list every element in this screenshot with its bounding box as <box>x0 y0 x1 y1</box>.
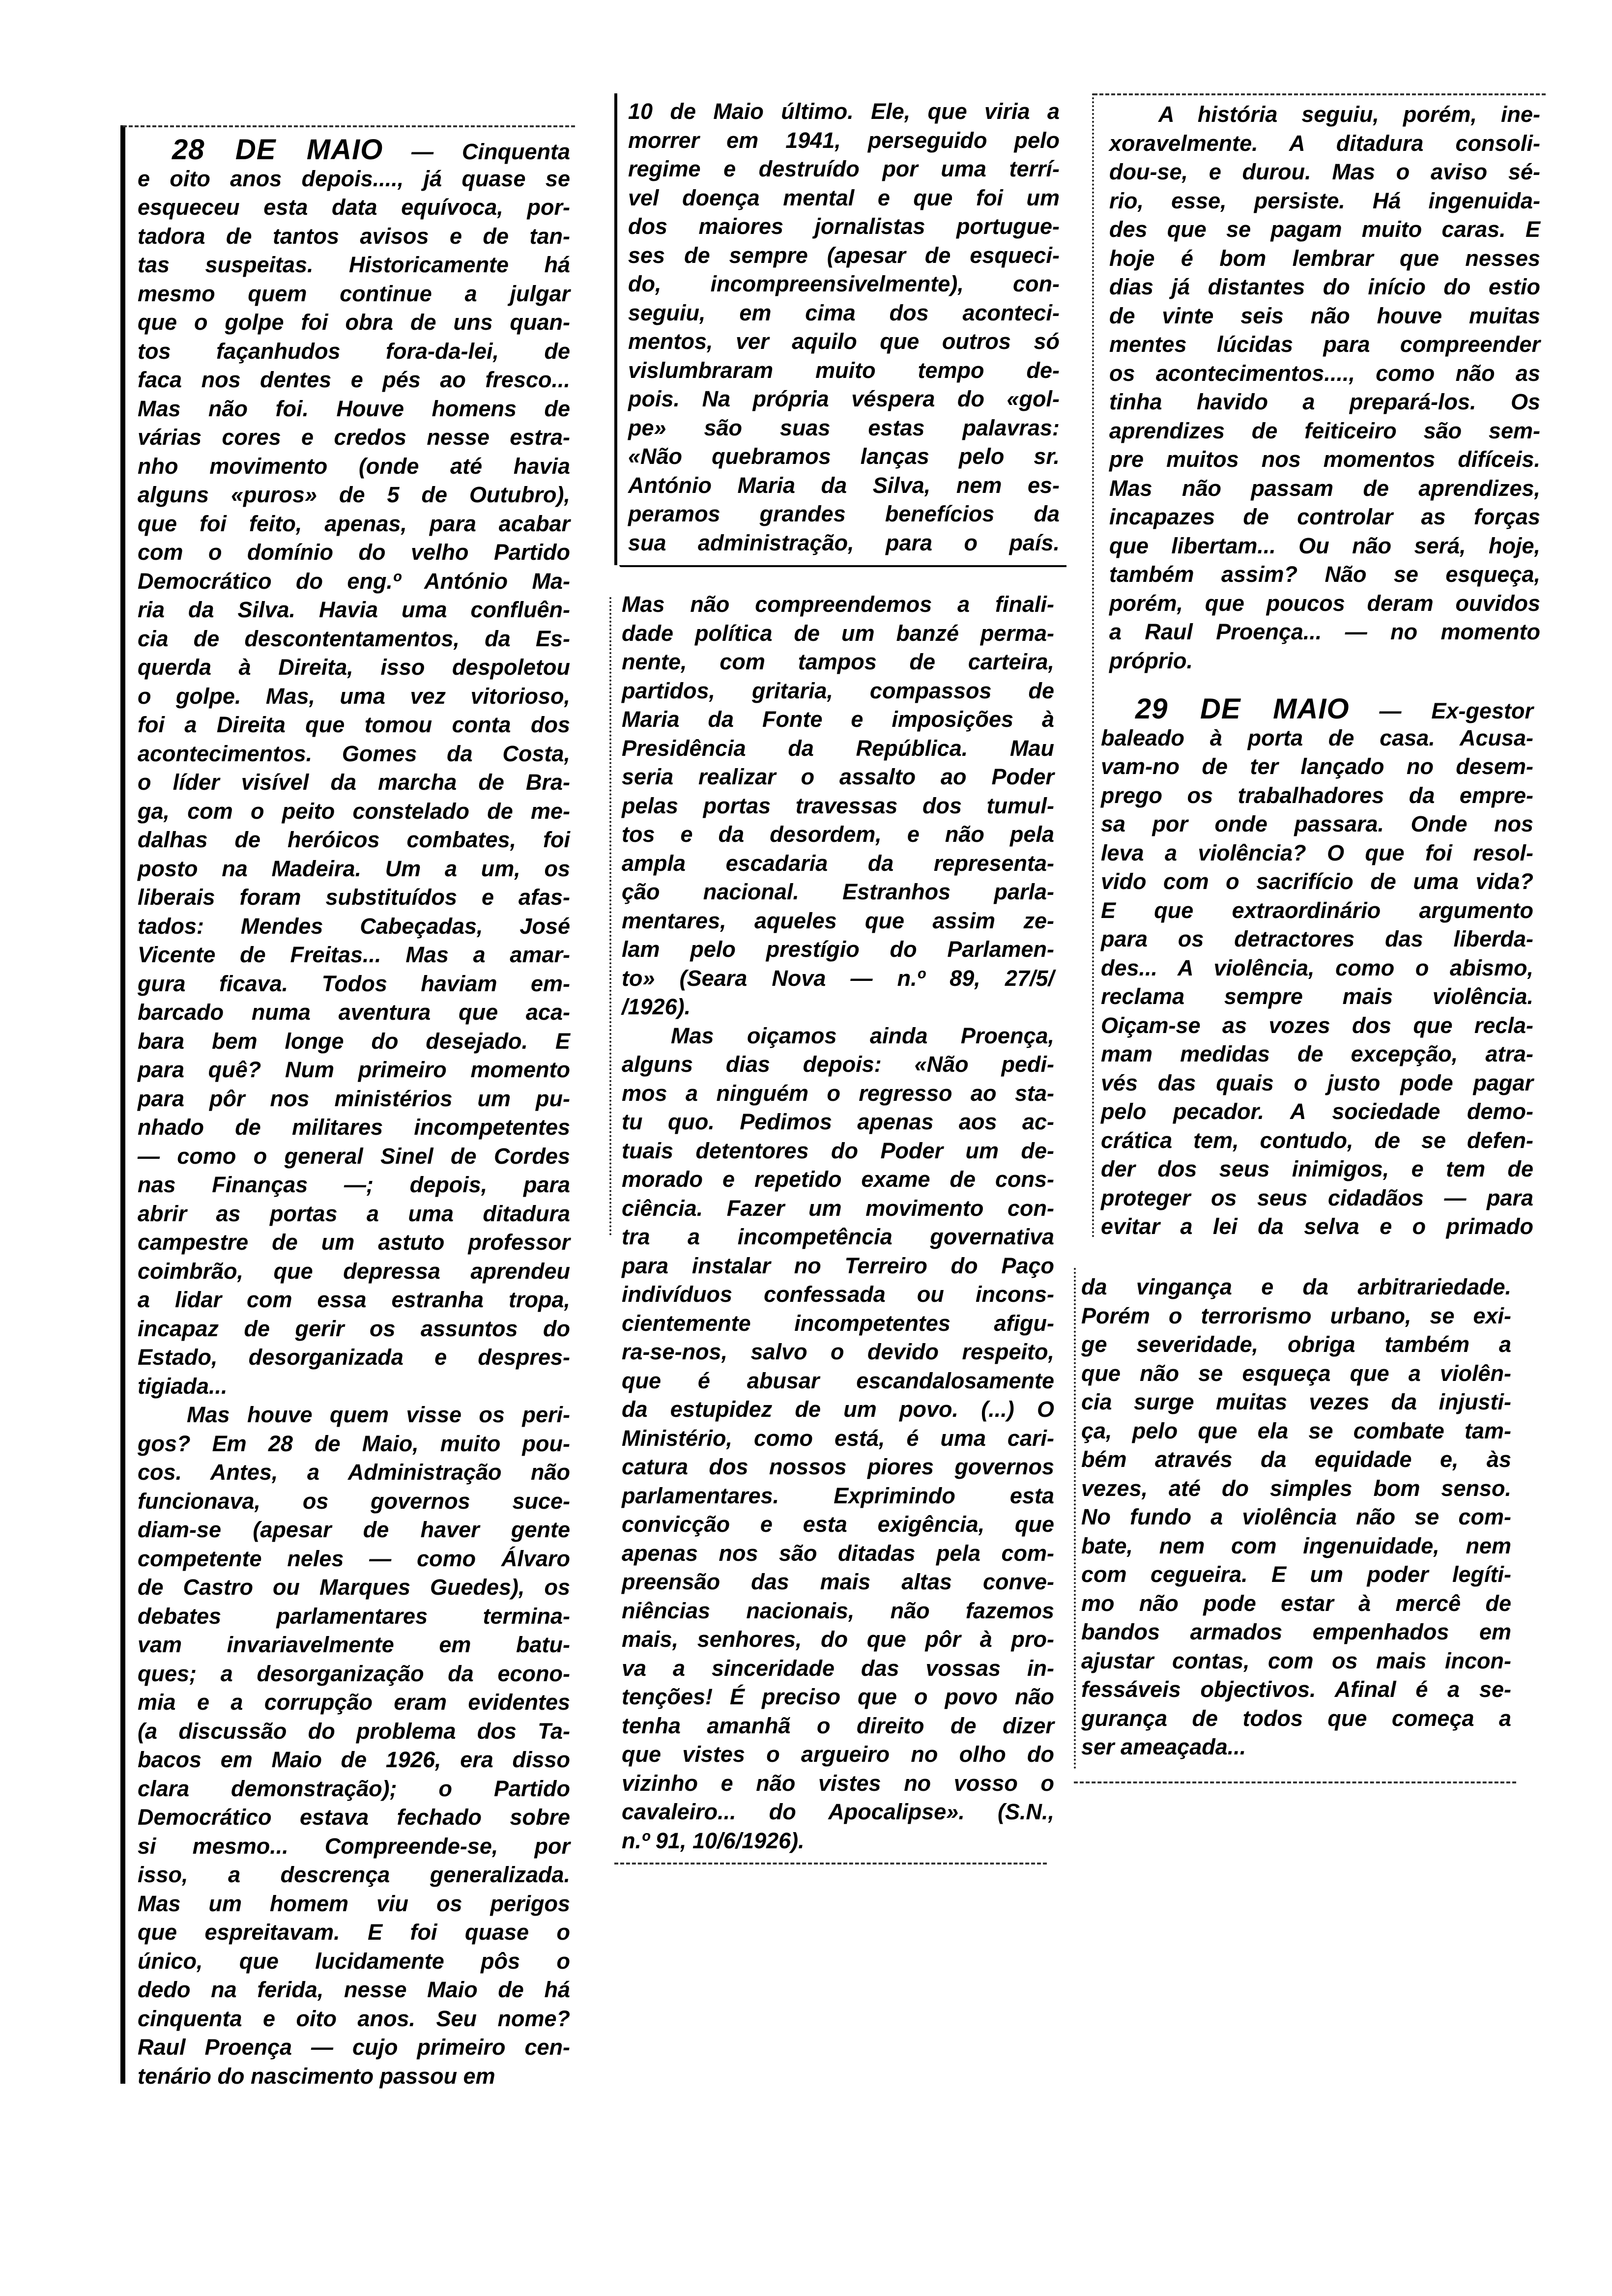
text-line: convicção e esta exigência, que <box>622 1512 1054 1537</box>
text-line: da vingança e da arbitrariedade. <box>1081 1274 1511 1299</box>
clipping-border-col1-left <box>120 125 125 2084</box>
text-line: próprio. <box>1109 648 1193 673</box>
text-line: Mas não passam de aprendizes, <box>1109 475 1540 501</box>
text-line: regime e destruído por uma terrí- <box>628 156 1060 181</box>
column-text <box>1109 100 1540 675</box>
text-line: reclama sempre mais violência. <box>1101 984 1533 1009</box>
text-line: vizinho e não vistes no vosso o <box>622 1770 1054 1796</box>
text-line: tos façanhudos fora-da-lei, de <box>138 338 570 364</box>
text-line: /1926). <box>622 994 691 1019</box>
text-line: pois. Na própria véspera do «gol- <box>628 386 1060 411</box>
text-line: que não se esqueça que a violên- <box>1081 1360 1511 1386</box>
text-line: xoravelmente. A ditadura consoli- <box>1109 130 1540 156</box>
article-heading-29-maio <box>1101 695 1533 724</box>
text-line: ampla escadaria da representa- <box>622 850 1054 876</box>
text-line: campestre de um astuto professor <box>138 1230 570 1255</box>
text-line: tenha amanhã o direito de dizer <box>622 1713 1054 1738</box>
text-line: A história seguiu, porém, ine- <box>1158 102 1540 127</box>
clipping-border-col1-top <box>123 125 575 127</box>
text-line: nho movimento (onde até havia <box>138 453 570 479</box>
text-line: des que se pagam muito caras. E <box>1109 217 1540 242</box>
text-line: cinquenta e oito anos. Seu nome? <box>138 2006 570 2031</box>
text-line: que libertam... Ou não será, hoje, <box>1109 533 1540 558</box>
text-line: para pôr nos ministérios um pu- <box>138 1086 570 1111</box>
text-line: morado e repetido exame de cons- <box>622 1167 1054 1192</box>
text-line: tos e da desordem, e não pela <box>622 822 1054 847</box>
text-line: parlamentares. Exprimindo esta <box>622 1483 1054 1508</box>
text-line: dos maiores jornalistas portugue- <box>628 214 1060 239</box>
text-line: — como o general Sinel de Cordes <box>138 1143 570 1169</box>
text-line: ser ameaçada... <box>1081 1734 1246 1759</box>
text-line: mia e a corrupção eram evidentes <box>138 1690 570 1715</box>
text-line: mam medidas de excepção, atra- <box>1101 1041 1533 1066</box>
text-line: (a discussão do problema dos Ta- <box>138 1718 570 1744</box>
text-line: Democrático estava fechado sobre <box>138 1805 570 1830</box>
text-line: para instalar no Terreiro do Paço <box>622 1253 1054 1278</box>
article-column-1 <box>138 136 570 2091</box>
text-line: to» (Seara Nova — n.º 89, 27/5/ <box>622 965 1054 991</box>
clipping-border-col3-bottom-left <box>1074 1268 1076 1769</box>
text-line: diam-se (apesar de haver gente <box>138 1517 570 1542</box>
text-line: Mas não foi. Houve homens de <box>138 396 570 421</box>
text-line: mentos, ver aquilo que outros só <box>628 329 1060 354</box>
text-line: Mas não compreendemos a finali- <box>622 592 1054 617</box>
text-line: vam invariavelmente em batu- <box>138 1632 570 1657</box>
text-line: incapazes de controlar as forças <box>1109 504 1540 529</box>
clipping-border-col3-top <box>1094 93 1546 95</box>
text-line: vés das quais o justo pode pagar <box>1101 1070 1533 1095</box>
text-line: pe» são suas estas palavras: <box>628 415 1060 440</box>
text-line: des... A violência, como o abismo, <box>1101 955 1533 980</box>
text-line: cavaleiro... do Apocalipse». (S.N., <box>622 1799 1054 1824</box>
heading-rest: — Ex-gestor <box>1379 698 1533 723</box>
text-line: os acontecimentos...., como não as <box>1109 360 1540 386</box>
text-line: gos? Em 28 de Maio, muito pou- <box>138 1431 570 1456</box>
text-line: único, que lucidamente pôs o <box>138 1948 570 1974</box>
text-line: mais, senhores, do que pôr à pro- <box>622 1627 1054 1652</box>
text-line: ge severidade, obriga também a <box>1081 1332 1511 1357</box>
text-line: nas Finanças —; depois, para <box>138 1172 570 1197</box>
text-line: vel doença mental e que foi um <box>628 185 1060 210</box>
article-column-3-mid <box>1101 695 1533 1241</box>
text-line: tados: Mendes Cabeçadas, José <box>138 913 570 939</box>
text-line: Mas oiçamos ainda Proença, <box>671 1023 1054 1048</box>
text-line: bate, nem com ingenuidade, nem <box>1081 1533 1511 1558</box>
text-line: bandos armados empenhados em <box>1081 1619 1511 1644</box>
text-line: António Maria da Silva, nem es- <box>628 472 1060 498</box>
text-line: várias cores e credos nesse estra- <box>138 425 570 450</box>
text-line: porém, que poucos deram ouvidos <box>1109 590 1540 616</box>
text-line: mesmo quem continue a julgar <box>138 281 570 306</box>
text-line: faca nos dentes e pés ao fresco... <box>138 367 570 392</box>
text-line: alguns dias depois: «Não pedi- <box>622 1052 1054 1077</box>
text-line: preensão das mais altas conve- <box>622 1569 1054 1594</box>
column-text <box>628 97 1060 557</box>
text-line: clara demonstração); o Partido <box>138 1776 570 1801</box>
text-line: baleado à porta de casa. Acusa- <box>1101 725 1533 750</box>
column-text <box>622 590 1054 1855</box>
text-line: Estado, desorganizada e despres- <box>138 1345 570 1370</box>
text-line: ção nacional. Estranhos parla- <box>622 879 1054 904</box>
text-line: sua administração, para o país. <box>628 530 1060 555</box>
clipping-border-col2-bottom <box>614 1863 1047 1865</box>
text-line: Mas um homem viu os perigos <box>138 1891 570 1916</box>
text-line: proteger os seus cidadãos — para <box>1101 1185 1533 1210</box>
text-line: esqueceu esta data equívoca, por- <box>138 195 570 220</box>
text-line: vezes, até do simples bom senso. <box>1081 1475 1511 1501</box>
text-line: nente, com tampos de carteira, <box>622 649 1054 674</box>
text-line: Democrático do eng.º António Ma- <box>138 568 570 594</box>
clipping-border-col2-top-left <box>614 93 617 565</box>
text-line: Mas houve quem visse os peri- <box>187 1402 570 1427</box>
text-line: incapaz de gerir os assuntos do <box>138 1316 570 1341</box>
text-line: que o golpe foi obra de uns quan- <box>138 310 570 335</box>
text-line: dade política de um banzé perma- <box>622 620 1054 646</box>
text-line: ses de sempre (apesar de esqueci- <box>628 242 1060 268</box>
article-heading-28-maio <box>138 136 570 165</box>
text-line: da estupidez de um povo. (...) O <box>622 1397 1054 1422</box>
text-line: catura dos nossos piores governos <box>622 1454 1054 1479</box>
text-line: gura ficava. Todos haviam em- <box>138 971 570 996</box>
text-line: Presidência da República. Mau <box>622 735 1054 761</box>
text-line: vido com o sacrifício de uma vida? <box>1101 869 1533 894</box>
text-line: partidos, gritaria, compassos de <box>622 678 1054 703</box>
text-line: dalhas de heróicos combates, foi <box>138 827 570 852</box>
text-line: para quê? Num primeiro momento <box>138 1057 570 1082</box>
text-line: foi a Direita que tomou conta dos <box>138 712 570 737</box>
text-line: funcionava, os governos suce- <box>138 1488 570 1514</box>
heading-date: 29 DE MAIO <box>1135 693 1350 725</box>
article-column-2-top <box>628 97 1060 557</box>
column-text <box>138 165 570 2091</box>
text-line: sa por onde passara. Onde nos <box>1101 811 1533 836</box>
text-line: ça, pelo que ela se combate tam- <box>1081 1418 1511 1443</box>
text-line: si mesmo... Compreende-se, por <box>138 1833 570 1859</box>
text-line: prego os trabalhadores da empre- <box>1101 782 1533 808</box>
text-line: debates parlamentares termina- <box>138 1603 570 1629</box>
text-line: mos a ninguém o regresso ao sta- <box>622 1080 1054 1106</box>
heading-date: 28 DE MAIO <box>172 134 383 166</box>
text-line: alguns «puros» de 5 de Outubro), <box>138 482 570 507</box>
text-line: ques; a desorganização da econo- <box>138 1661 570 1686</box>
text-line: tigiada... <box>138 1373 228 1399</box>
text-line: peramos grandes benefícios da <box>628 501 1060 526</box>
text-line: tuais detentores do Poder um de- <box>622 1138 1054 1163</box>
article-column-2-bottom <box>622 590 1054 1855</box>
text-line: tinha havido a prepará-los. Os <box>1109 389 1540 414</box>
column-text <box>1081 1273 1511 1762</box>
text-line: dedo na ferida, nesse Maio de há <box>138 1977 570 2002</box>
article-column-3-top <box>1109 100 1540 675</box>
text-line: bém através da equidade e, às <box>1081 1447 1511 1472</box>
clipping-border-col2-top-bottom <box>619 565 1066 567</box>
article-column-3-bottom <box>1081 1273 1511 1762</box>
text-line: ga, com o peito constelado de me- <box>138 798 570 824</box>
text-line: isso, a descrença generalizada. <box>138 1862 570 1887</box>
text-line: mo não pode estar à mercê de <box>1081 1590 1511 1616</box>
text-line: Oiçam-se as vozes dos que recla- <box>1101 1012 1533 1038</box>
clipping-border-col3-bottom <box>1074 1781 1516 1783</box>
text-line: também assim? Não se esqueça, <box>1109 562 1540 587</box>
text-line: tadora de tantos avisos e de tan- <box>138 223 570 249</box>
text-line: pelo pecador. A sociedade demo- <box>1101 1099 1533 1124</box>
text-line: n.º 91, 10/6/1926). <box>622 1828 805 1853</box>
text-line: niências nacionais, não fazemos <box>622 1598 1054 1623</box>
text-line: o golpe. Mas, uma vez vitorioso, <box>138 683 570 709</box>
text-line: com o domínio do velho Partido <box>138 540 570 565</box>
text-line: evitar a lei da selva e o primado <box>1101 1214 1533 1239</box>
text-line: No fundo a violência não se com- <box>1081 1504 1511 1529</box>
text-line: Maria da Fonte e imposições à <box>622 707 1054 732</box>
text-line: acontecimentos. Gomes da Costa, <box>138 741 570 766</box>
text-line: bara bem longe do desejado. E <box>138 1028 570 1054</box>
text-line: vislumbraram muito tempo de- <box>628 357 1060 383</box>
text-line: pelas portas travessas dos tumul- <box>622 793 1054 818</box>
text-line: hoje é bom lembrar que nesses <box>1109 245 1540 271</box>
text-line: posto na Madeira. Um a um, os <box>138 856 570 881</box>
text-line: tas suspeitas. Historicamente há <box>138 252 570 277</box>
text-line: cos. Antes, a Administração não <box>138 1460 570 1485</box>
column-text <box>1101 724 1533 1241</box>
text-line: vam-no de ter lançado no desem- <box>1101 754 1533 779</box>
text-line: Raul Proença — cujo primeiro cen- <box>138 2035 570 2060</box>
text-line: Porém o terrorismo urbano, se exi- <box>1081 1303 1511 1328</box>
text-line: e oito anos depois...., já quase se <box>138 166 570 191</box>
text-line: mentes lúcidas para compreender <box>1109 332 1540 357</box>
text-line: cia surge muitas vezes da injusti- <box>1081 1389 1511 1414</box>
text-line: lam pelo prestígio do Parlamen- <box>622 937 1054 962</box>
heading-rest: — Cinquenta <box>411 139 570 164</box>
text-line: E que extraordinário argumento <box>1101 897 1533 923</box>
text-line: tenário do nascimento passou em <box>138 2063 495 2089</box>
text-line: dias já distantes do início do estio <box>1109 274 1540 299</box>
text-line: para os detractores das liberda- <box>1101 926 1533 951</box>
text-line: a Raul Proença... — no momento <box>1109 619 1540 644</box>
text-line: seria realizar o assalto ao Poder <box>622 764 1054 789</box>
clipping-border-col2-bottom-left <box>609 597 611 1236</box>
text-line: mentares, aqueles que assim ze- <box>622 908 1054 933</box>
text-line: rio, esse, persiste. Há ingenuida- <box>1109 188 1540 213</box>
text-line: seguiu, em cima dos aconteci- <box>628 300 1060 325</box>
text-line: indivíduos confessada ou incons- <box>622 1282 1054 1307</box>
text-line: ria da Silva. Havia uma confluên- <box>138 597 570 622</box>
text-line: abrir as portas a uma ditadura <box>138 1201 570 1226</box>
text-line: Vicente de Freitas... Mas a amar- <box>138 942 570 967</box>
text-line: competente neles — como Álvaro <box>138 1546 570 1571</box>
text-line: crática tem, contudo, de se defen- <box>1101 1127 1533 1153</box>
text-line: cia de descontentamentos, da Es- <box>138 626 570 651</box>
text-line: coimbrão, que depressa aprendeu <box>138 1258 570 1284</box>
text-line: aprendizes de feiticeiro são sem- <box>1109 418 1540 443</box>
text-line: liberais foram substituídos e afas- <box>138 885 570 910</box>
text-line: que foi feito, apenas, para acabar <box>138 511 570 536</box>
text-line: morrer em 1941, perseguido pelo <box>628 127 1060 153</box>
text-line: de vinte seis não houve muitas <box>1109 303 1540 328</box>
text-line: tenções! É preciso que o povo não <box>622 1684 1054 1709</box>
text-line: com cegueira. E um poder legíti- <box>1081 1562 1511 1587</box>
text-line: der dos seus inimigos, e tem de <box>1101 1156 1533 1181</box>
text-line: gurança de todos que começa a <box>1081 1705 1511 1731</box>
text-line: pre muitos nos momentos difíceis. <box>1109 447 1540 472</box>
text-line: que é abusar escandalosamente <box>622 1368 1054 1393</box>
text-line: tu quo. Pedimos apenas aos ac- <box>622 1109 1054 1134</box>
clipping-border-col3-left <box>1092 93 1094 1238</box>
text-line: bacos em Maio de 1926, era disso <box>138 1747 570 1772</box>
text-line: «Não quebramos lanças pelo sr. <box>628 444 1060 469</box>
text-line: barcado numa aventura que aca- <box>138 1000 570 1025</box>
text-line: do, incompreensivelmente), con- <box>628 271 1060 296</box>
text-line: de Castro ou Marques Guedes), os <box>138 1575 570 1600</box>
text-line: ajustar contas, com os mais incon- <box>1081 1648 1511 1673</box>
text-line: Ministério, como está, é uma cari- <box>622 1425 1054 1451</box>
text-line: querda à Direita, isso despoletou <box>138 655 570 680</box>
text-line: leva a violência? O que foi resol- <box>1101 840 1533 865</box>
text-line: apenas nos são ditadas pela com- <box>622 1540 1054 1566</box>
text-line: a lidar com essa estranha tropa, <box>138 1287 570 1312</box>
text-line: ciência. Fazer um movimento con- <box>622 1195 1054 1221</box>
text-line: que vistes o argueiro no olho do <box>622 1742 1054 1767</box>
text-line: cientemente incompetentes afigu- <box>622 1310 1054 1336</box>
text-line: nhado de militares incompetentes <box>138 1115 570 1140</box>
text-line: 10 de Maio último. Ele, que viria a <box>628 99 1060 124</box>
text-line: tra a incompetência governativa <box>622 1224 1054 1249</box>
text-line: fessáveis objectivos. Afinal é a se- <box>1081 1677 1511 1702</box>
text-line: va a sinceridade das vossas in- <box>622 1655 1054 1681</box>
text-line: ra-se-nos, salvo o devido respeito, <box>622 1339 1054 1364</box>
text-line: o líder visível da marcha de Bra- <box>138 770 570 795</box>
text-line: dou-se, e durou. Mas o aviso sé- <box>1109 159 1540 184</box>
text-line: que espreitavam. E foi quase o <box>138 1920 570 1945</box>
